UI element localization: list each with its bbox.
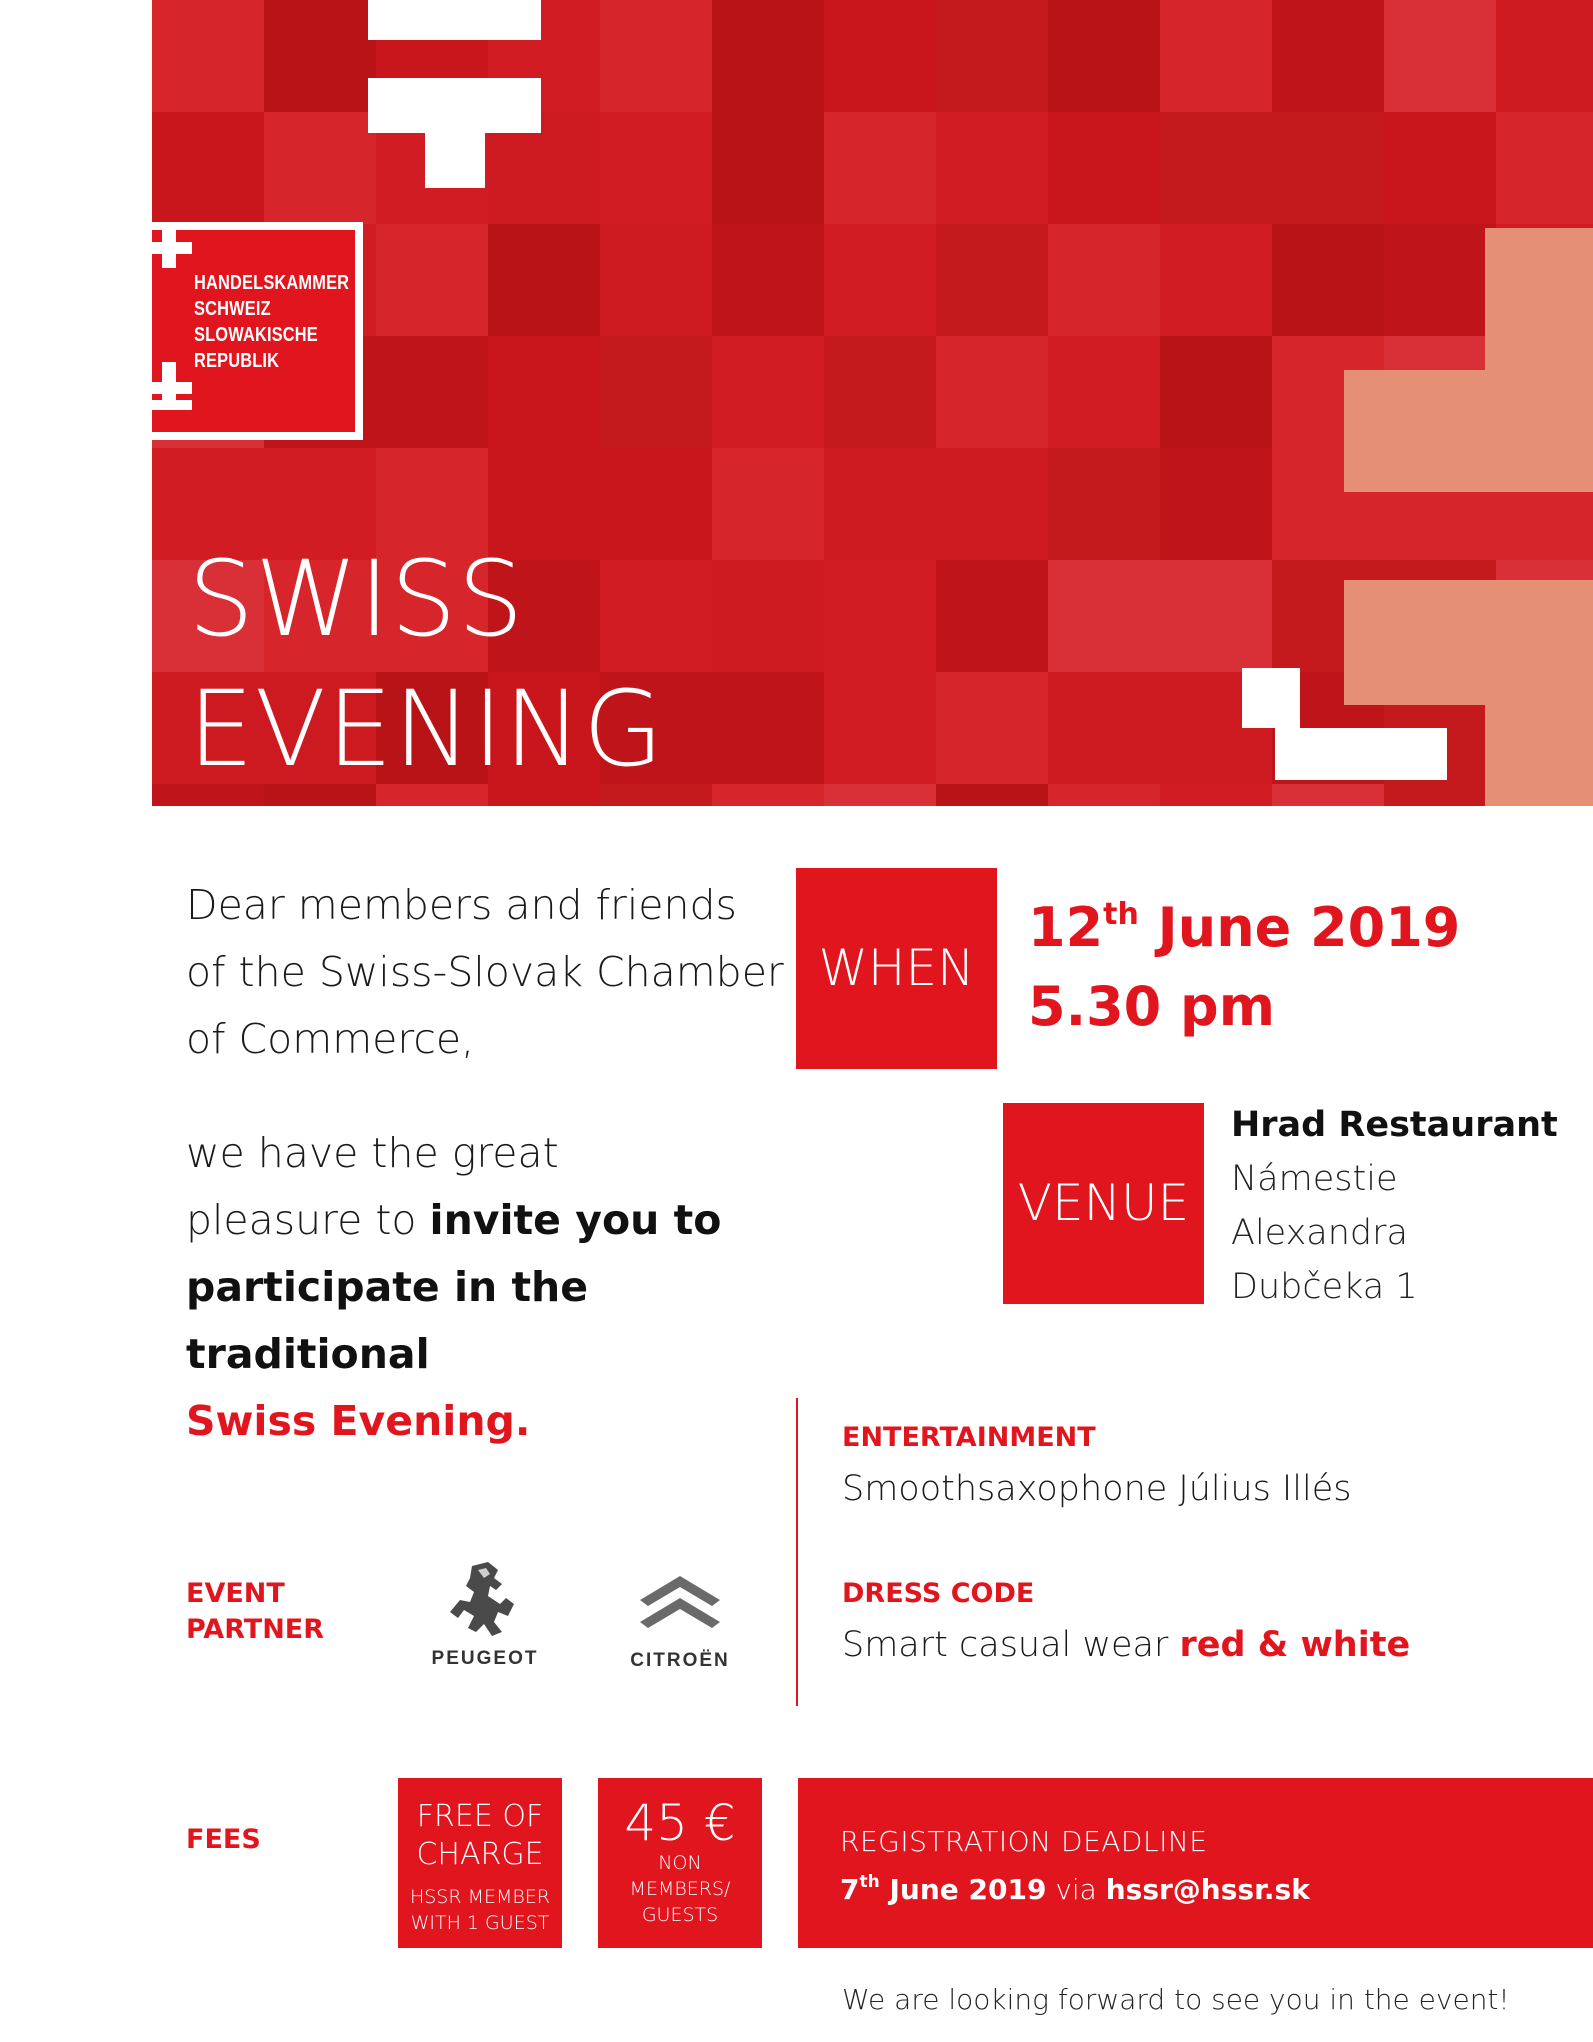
pink-cross-top	[1485, 228, 1593, 370]
title-line-1: SWISS	[188, 538, 525, 660]
mosaic-tile	[1384, 0, 1496, 112]
logo-cross2-bar	[152, 400, 192, 410]
cross-fragment-t-bar	[368, 78, 541, 133]
intro-invitation-b: invite you to participate in the traditional	[186, 1196, 722, 1378]
pink-cross-mid	[1344, 370, 1593, 492]
mosaic-tile	[1048, 224, 1160, 336]
mosaic-tile	[936, 336, 1048, 448]
mosaic-tile	[376, 336, 488, 448]
mosaic-tile	[712, 112, 824, 224]
logo-line: HANDELSKAMMER	[194, 272, 350, 294]
member-fee-note-2: WITH 1 GUEST	[410, 1912, 550, 1934]
guest-fee-note-1: NON	[658, 1852, 702, 1874]
registration-detail	[840, 1870, 1310, 1910]
peugeot-wordmark: PEUGEOT	[431, 1648, 539, 1669]
when-label-box: WHEN	[796, 868, 997, 1069]
entertainment-value: Smoothsaxophone Július Illés	[842, 1469, 1352, 1509]
mosaic-tile	[712, 672, 824, 784]
mosaic-tile	[712, 224, 824, 336]
mosaic-tile	[1160, 784, 1272, 806]
mosaic-tile	[712, 0, 824, 112]
member-fee-note-1: HSSR MEMBER	[409, 1886, 551, 1908]
registration-title: REGISTRATION DEADLINE	[840, 1825, 1208, 1858]
logo-line: SLOWAKISCHE	[194, 324, 318, 346]
mosaic-tile	[936, 672, 1048, 784]
mosaic-tile	[712, 560, 824, 672]
mosaic-tile	[1272, 112, 1384, 224]
mosaic-tile	[376, 224, 488, 336]
mosaic-tile	[1272, 0, 1384, 112]
mosaic-tile	[1160, 560, 1272, 672]
mosaic-tile	[600, 224, 712, 336]
mosaic-tile	[1160, 112, 1272, 224]
intro-greeting: Dear members and friends of the Swiss-Slovak Chamber of Commerce,	[186, 881, 784, 1063]
mosaic-tile	[824, 336, 936, 448]
citroen-wordmark: CITROËN	[630, 1650, 730, 1671]
logo-cross-horizontal	[152, 242, 192, 254]
mosaic-tile	[1048, 0, 1160, 112]
pink-cross-bottom	[1485, 705, 1593, 806]
mosaic-tile	[1160, 0, 1272, 112]
mosaic-tile	[600, 336, 712, 448]
mosaic-tile	[1384, 112, 1496, 224]
peugeot-lion-icon	[410, 1560, 560, 1640]
mosaic-tile	[936, 0, 1048, 112]
mosaic-tile	[824, 448, 936, 560]
cross-fragment-bottom-stem	[1242, 668, 1300, 728]
peugeot-logo	[410, 1560, 560, 1670]
mosaic-tile	[712, 784, 824, 806]
registration-email-link[interactable]: hssr@hssr.sk	[1105, 1873, 1310, 1906]
when-day-suffix: th	[1103, 897, 1139, 932]
member-fee-line-1: FREE OF	[416, 1799, 544, 1834]
mosaic-tile	[1384, 784, 1496, 806]
registration-via: via	[1046, 1873, 1106, 1906]
mosaic-tile	[712, 336, 824, 448]
citroen-logo	[612, 1564, 748, 1672]
mosaic-tile	[936, 112, 1048, 224]
venue-name: Hrad Restaurant	[1231, 1105, 1558, 1145]
mosaic-tile	[1048, 672, 1160, 784]
logo-red-panel	[152, 230, 355, 432]
mosaic-tile	[1496, 112, 1593, 224]
member-fee-line-2: CHARGE	[416, 1837, 544, 1872]
citroen-chevrons-icon	[612, 1564, 748, 1644]
intro-invitation-c: Swiss Evening.	[186, 1397, 531, 1445]
guest-fee-note-3: GUESTS	[641, 1904, 719, 1926]
pink-cross-lower	[1344, 580, 1593, 705]
vertical-divider	[796, 1398, 798, 1706]
mosaic-tile	[1272, 784, 1384, 806]
mosaic-tile	[936, 224, 1048, 336]
dress-code-label: DRESS CODE	[842, 1578, 1035, 1609]
when-date	[1028, 888, 1460, 968]
cross-fragment-top	[368, 0, 541, 40]
mosaic-tile	[824, 672, 936, 784]
mosaic-tile	[488, 336, 600, 448]
mosaic-tile	[1048, 112, 1160, 224]
intro-invitation-a: we have the great pleasure to	[186, 1129, 559, 1244]
when-day: 12	[1028, 896, 1104, 959]
when-time: 5.30 pm	[1028, 975, 1275, 1038]
chamber-logo	[152, 222, 363, 440]
registration-date-rest: June 2019	[879, 1873, 1047, 1906]
mosaic-tile	[824, 560, 936, 672]
mosaic-tile	[936, 448, 1048, 560]
title-line-2: EVENING	[188, 668, 665, 790]
mosaic-tile	[936, 560, 1048, 672]
dress-code-value-b: red & white	[1179, 1625, 1411, 1665]
mosaic-tile	[1048, 336, 1160, 448]
mosaic-tile	[1160, 448, 1272, 560]
mosaic-tile	[264, 112, 376, 224]
mosaic-tile	[1384, 224, 1496, 336]
mosaic-tile	[1496, 0, 1593, 112]
venue-address-line: Alexandra	[1231, 1213, 1408, 1253]
mosaic-tile	[712, 448, 824, 560]
mosaic-tile	[936, 784, 1048, 806]
entertainment-label: ENTERTAINMENT	[842, 1422, 1096, 1453]
registration-day: 7	[840, 1873, 860, 1906]
guest-fee-amount: 45 €	[624, 1794, 736, 1852]
intro-invitation	[186, 1120, 746, 1455]
member-fee-box	[398, 1778, 562, 1948]
mosaic-tile	[600, 0, 712, 112]
cross-fragment-t-stem	[425, 133, 485, 188]
logo-line: REPUBLIK	[194, 350, 280, 372]
mosaic-tile	[1048, 784, 1160, 806]
mosaic-tile	[488, 224, 600, 336]
registration-day-suffix: th	[859, 1872, 880, 1892]
mosaic-tile	[152, 112, 264, 224]
venue-label-box: VENUE	[1003, 1103, 1204, 1304]
mosaic-tile	[1160, 224, 1272, 336]
event-title	[188, 534, 664, 794]
mosaic-tile	[1048, 560, 1160, 672]
mosaic-tile	[1160, 336, 1272, 448]
mosaic-tile	[824, 784, 936, 806]
mosaic-tile	[264, 0, 376, 112]
mosaic-tile	[824, 0, 936, 112]
mosaic-tile	[152, 0, 264, 112]
logo-text	[194, 270, 349, 374]
guest-fee-note-2: MEMBERS/	[629, 1878, 731, 1900]
dress-code-value-a: Smart casual wear	[842, 1625, 1180, 1665]
cross-fragment-bottom-bar	[1275, 728, 1447, 780]
mosaic-tile	[1272, 224, 1384, 336]
logo-cross2-horizontal	[152, 382, 192, 394]
dress-code-value	[842, 1620, 1410, 1670]
venue-address-line: Dubčeka 1	[1231, 1267, 1418, 1307]
mosaic-tile	[824, 224, 936, 336]
registration-box	[798, 1778, 1593, 1948]
event-partner-label	[186, 1576, 324, 1648]
when-date-rest: June 2019	[1138, 896, 1461, 959]
venue-address-line: Námestie	[1231, 1159, 1398, 1199]
event-partner-label-2: PARTNER	[186, 1614, 325, 1645]
mosaic-tile	[1048, 448, 1160, 560]
closing-note: We are looking forward to see you in the event!	[842, 1983, 1510, 2016]
mosaic-tile	[600, 112, 712, 224]
guest-fee-box	[598, 1778, 762, 1948]
fees-label: FEES	[186, 1824, 261, 1855]
event-partner-label-1: EVENT	[186, 1578, 285, 1609]
logo-line: SCHWEIZ	[194, 298, 271, 320]
mosaic-tile	[824, 112, 936, 224]
